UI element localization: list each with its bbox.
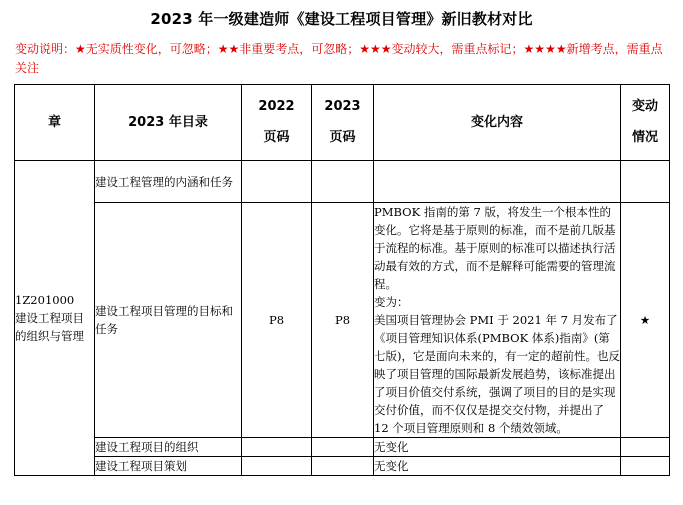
header-change-content: 变化内容	[374, 85, 621, 161]
catalog-cell: 建设工程管理的内涵和任务	[95, 161, 242, 203]
page-2023-cell	[312, 438, 374, 457]
chapter-name: 建设工程项目的组织与管理	[15, 311, 84, 343]
table-row	[15, 457, 670, 476]
change-content-cell: 无变化	[374, 438, 621, 457]
comparison-table	[14, 84, 670, 476]
change-content-cell	[374, 161, 621, 203]
table-row	[15, 438, 670, 457]
status-cell	[621, 457, 670, 476]
header-status	[621, 85, 670, 161]
change-original-text: PMBOK 指南的第 7 版，将发生一个根本性的变化。它将是基于原则的标准，而不是前几版基于流程的标准。基于原则的标准可以描述执行活动最有效的方式，而不是解释可能需要的管理流程。	[374, 205, 616, 291]
page-2022-cell	[242, 457, 312, 476]
change-becomes-label: 变为：	[374, 295, 409, 309]
header-page-2023-year: 2023	[324, 99, 361, 114]
status-cell	[621, 438, 670, 457]
document-title: 2023 年一级建造师《建设工程项目管理》新旧教材对比	[150, 10, 533, 28]
change-content-cell: 无变化	[374, 457, 621, 476]
catalog-cell: 建设工程项目的组织	[95, 438, 242, 457]
change-legend-note: 变动说明：★无实质性变化，可忽略；★★非重要考点，可忽略；★★★变动较大，需重点标记；★★★★新增考点，需重点关注	[15, 42, 663, 75]
change-new-text: 美国项目管理协会 PMI 于 2021 年 7 月发布了《项目管理知识体系(PMBOK 体系)指南》(第七版)，它是面向未来的，有一定的超前性。也反映了项目管理的国际最新发展趋势，该标准提出了项目价值交付系统，强调了项目的目的是实现交付价值，而不仅仅是提交交付物，并提出了 12 个项目管理原则和 8 个绩效领域。	[374, 313, 620, 435]
page-2023-cell: P8	[312, 203, 374, 438]
table-row	[15, 203, 670, 438]
header-page-2023-label: 页码	[329, 130, 356, 145]
page-2023-cell	[312, 161, 374, 203]
status-star-rating: ★	[621, 203, 670, 438]
chapter-code: 1Z201000	[15, 293, 75, 307]
table-header-row	[15, 85, 670, 161]
catalog-cell: 建设工程项目管理的目标和任务	[95, 203, 242, 438]
status-cell	[621, 161, 670, 203]
header-chapter: 章	[15, 85, 95, 161]
header-page-2022	[242, 85, 312, 161]
page-2022-cell	[242, 438, 312, 457]
header-page-2023	[312, 85, 374, 161]
table-row	[15, 161, 670, 203]
header-status-line1: 变动	[631, 99, 658, 114]
page-2022-cell	[242, 161, 312, 203]
chapter-cell	[15, 161, 95, 476]
page-2023-cell	[312, 457, 374, 476]
header-page-2022-year: 2022	[258, 99, 295, 114]
catalog-cell: 建设工程项目策划	[95, 457, 242, 476]
header-page-2022-label: 页码	[263, 130, 290, 145]
header-status-line2: 情况	[631, 130, 658, 145]
page-2022-cell: P8	[242, 203, 312, 438]
change-content-cell	[374, 203, 621, 438]
header-catalog: 2023 年目录	[95, 85, 242, 161]
